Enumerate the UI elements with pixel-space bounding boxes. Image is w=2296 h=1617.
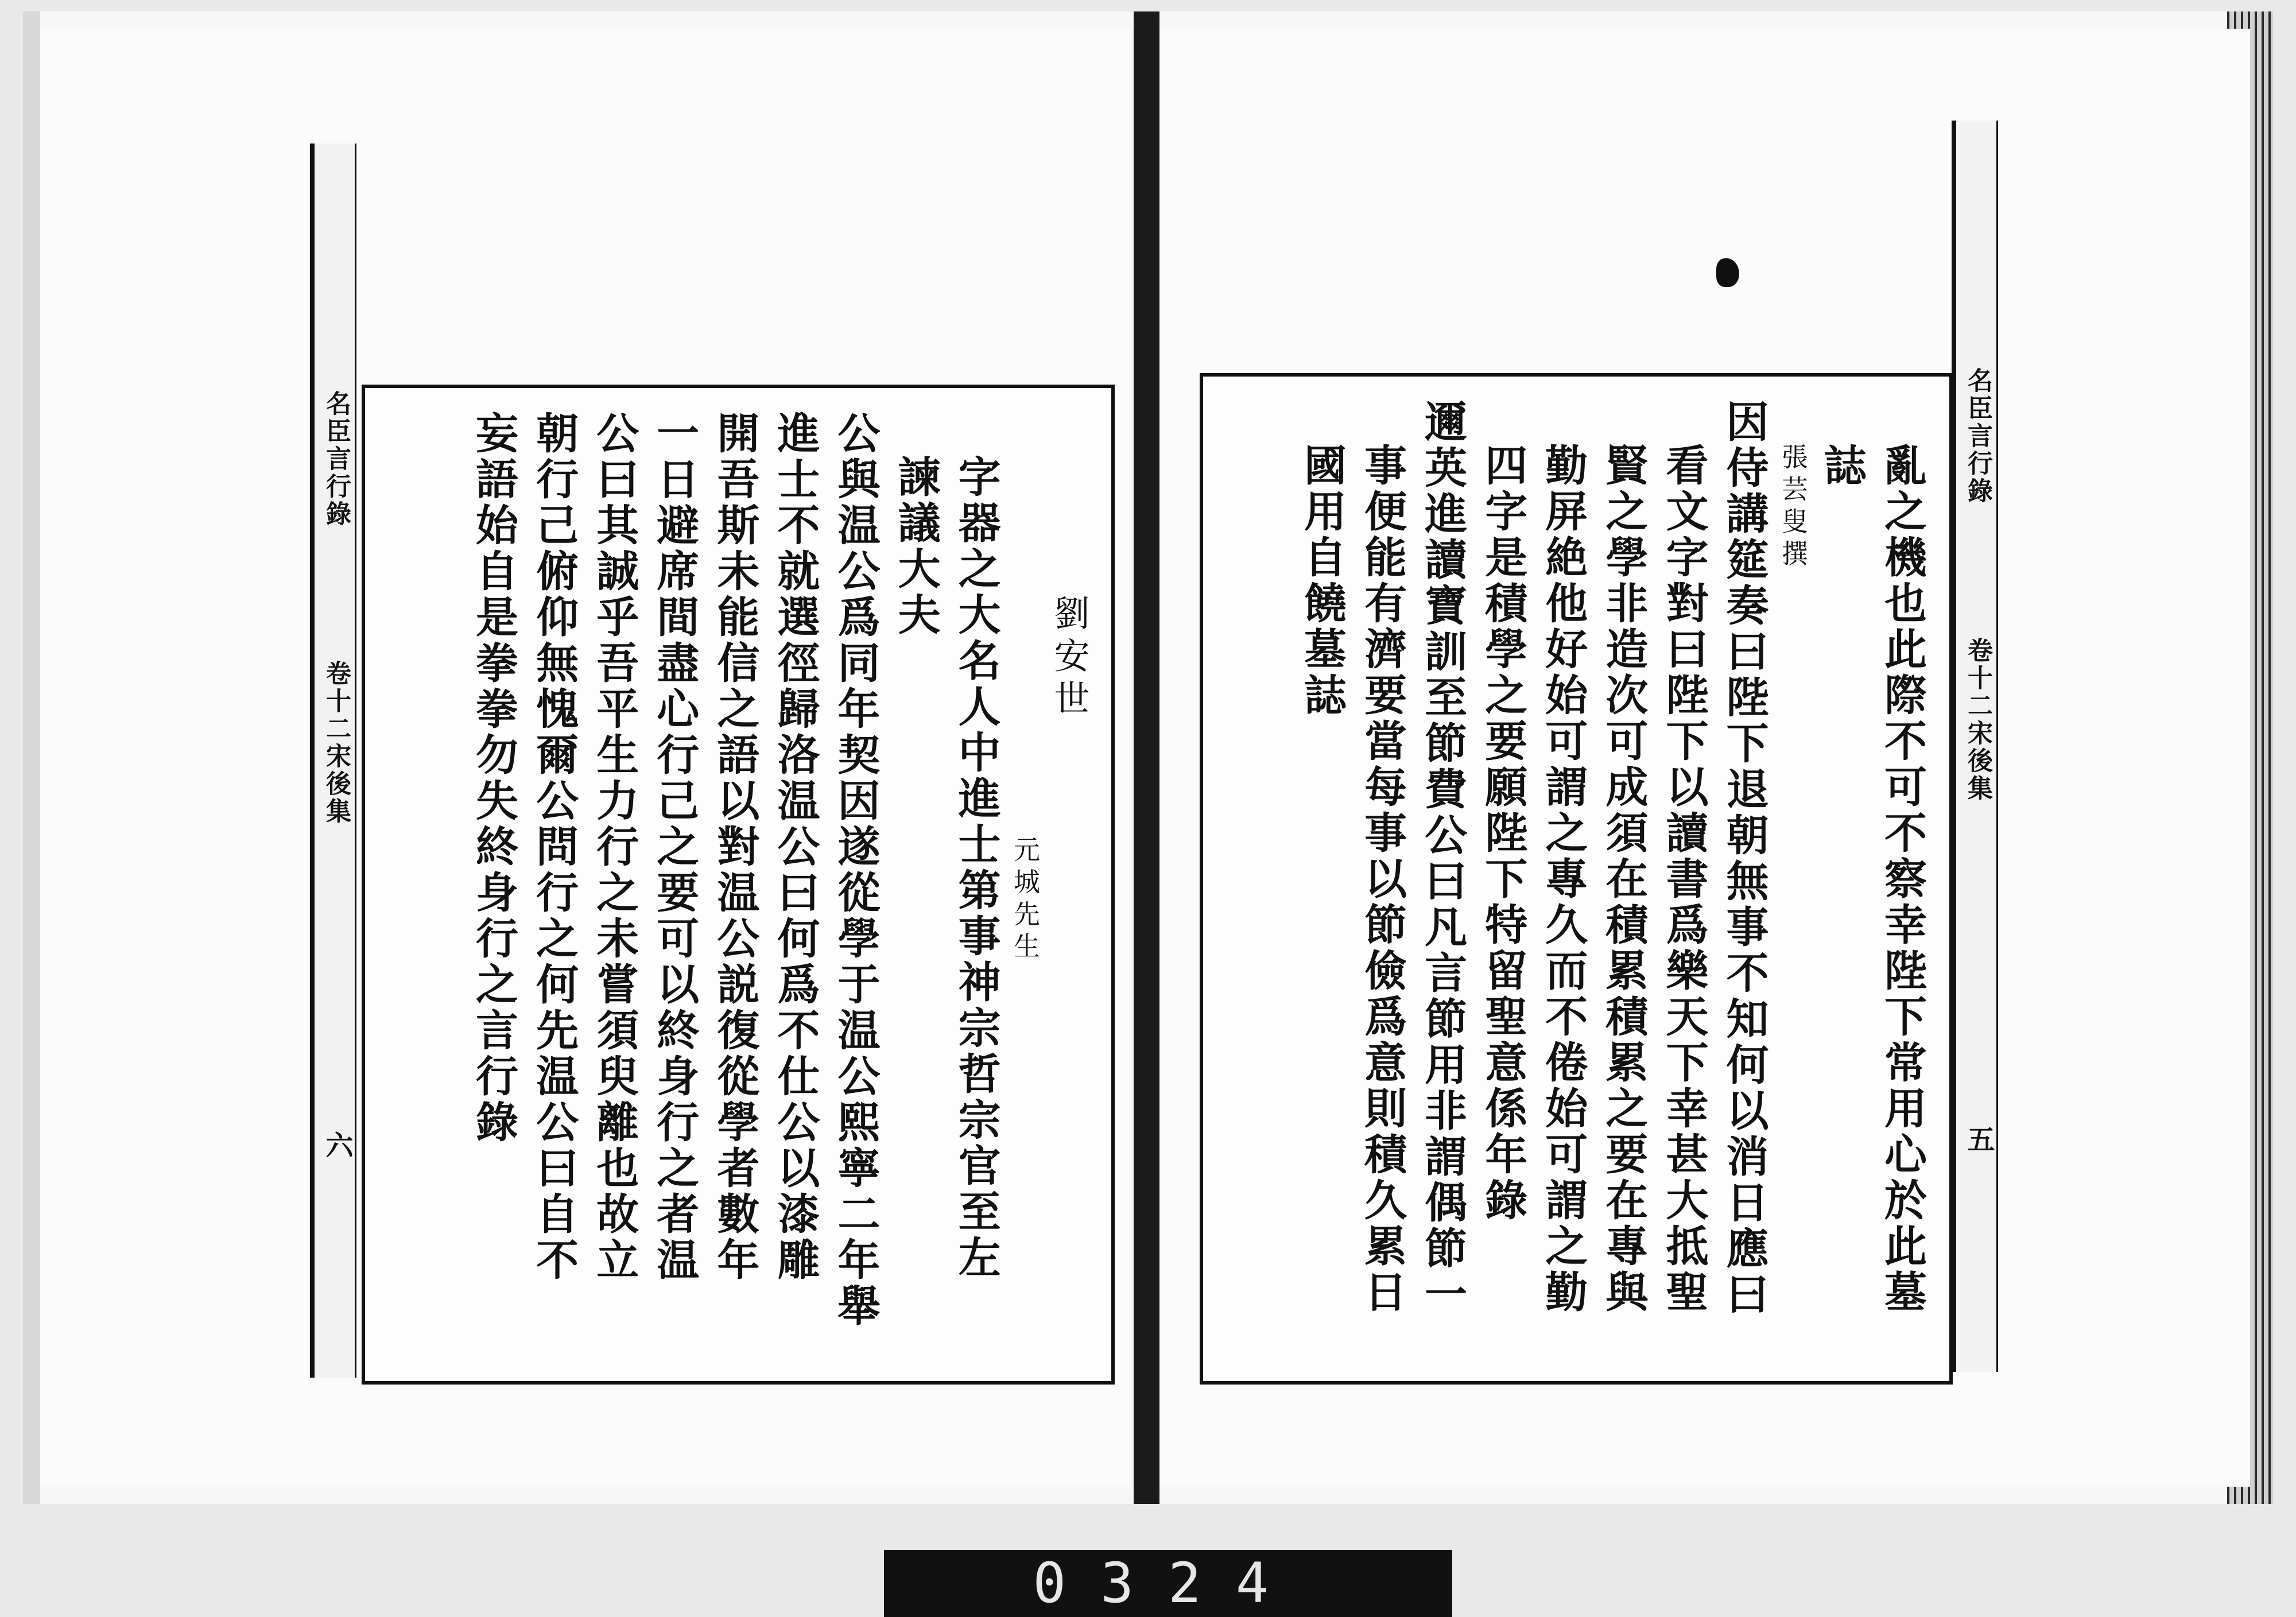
right-hanshin	[1952, 121, 1998, 1372]
text-column: 字器之大名人中進士第事神宗哲宗官至左	[951, 455, 1001, 1281]
text-column: 朝行己俯仰無愧爾公問行之何先温公曰自不	[529, 411, 579, 1283]
text-column: 開吾斯未能信之語以對温公説復從學者數年	[710, 411, 760, 1283]
text-column: 因侍講筵奏曰陛下退朝無事不知何以消日應曰	[1719, 400, 1769, 1318]
catalog-number-label: 0324	[884, 1550, 1452, 1617]
left-page-edge	[23, 11, 40, 1504]
book-gutter	[1134, 11, 1159, 1504]
text-column: 勤屏絶他好始可謂之專久而不倦始可謂之勤	[1538, 443, 1588, 1316]
right-text-block	[1220, 400, 1932, 1358]
right-hanshin-volume: 卷十二宋後集	[1963, 637, 1992, 802]
text-column: 進士不就選徑歸洛温公曰何爲不仕公以漆雕	[770, 411, 820, 1283]
text-column: 妄語始自是拳拳勿失終身行之言行錄	[469, 411, 519, 1146]
ink-blot	[1716, 258, 1739, 287]
text-column: 國用自饒墓誌	[1297, 443, 1347, 719]
text-column: 公曰其誠乎吾平生力行之未嘗須臾離也故立	[589, 411, 639, 1283]
left-page	[40, 29, 1131, 1487]
left-hanshin	[310, 144, 356, 1378]
left-hanshin-title: 名臣言行錄	[321, 390, 351, 528]
right-text-frame	[1200, 373, 1953, 1385]
left-hanshin-volume: 卷十二宋後集	[321, 660, 351, 825]
text-column: 看文字對曰陛下以讀書爲樂天下幸甚大抵聖	[1659, 443, 1709, 1316]
text-column: 賢之學非造次可成須在積累積累之要在專與	[1599, 443, 1649, 1316]
attribution: 張芸叟撰	[1777, 443, 1809, 572]
text-column: 一日避席間盡心行己之要可以終身行之者温	[650, 411, 700, 1283]
text-column: 邇英進讀寶訓至節費公曰凡言節用非謂偶節一	[1418, 400, 1468, 1318]
text-column: 諫議大夫	[891, 455, 941, 638]
subheading: 元城先生	[1009, 836, 1041, 964]
text-column: 亂之機也此際不可不察幸陛下常用心於此墓誌	[1817, 443, 1927, 1316]
left-text-frame	[362, 385, 1115, 1385]
text-column: 公與温公爲同年契因遂從學于温公熙寧二年舉	[831, 411, 881, 1329]
left-text-block	[382, 411, 1094, 1358]
right-hanshin-page: 五	[1963, 1125, 1995, 1153]
text-column: 事便能有濟要當每事以節儉爲意則積久累日	[1358, 443, 1407, 1316]
right-hanshin-title: 名臣言行錄	[1963, 367, 1992, 505]
right-page	[1159, 29, 2250, 1487]
left-hanshin-page: 六	[321, 1131, 353, 1158]
text-column: 四字是積學之要願陛下特留聖意係年錄	[1478, 443, 1528, 1224]
book-spread	[23, 11, 2273, 1504]
text-column: 劉安世	[1048, 595, 1090, 722]
